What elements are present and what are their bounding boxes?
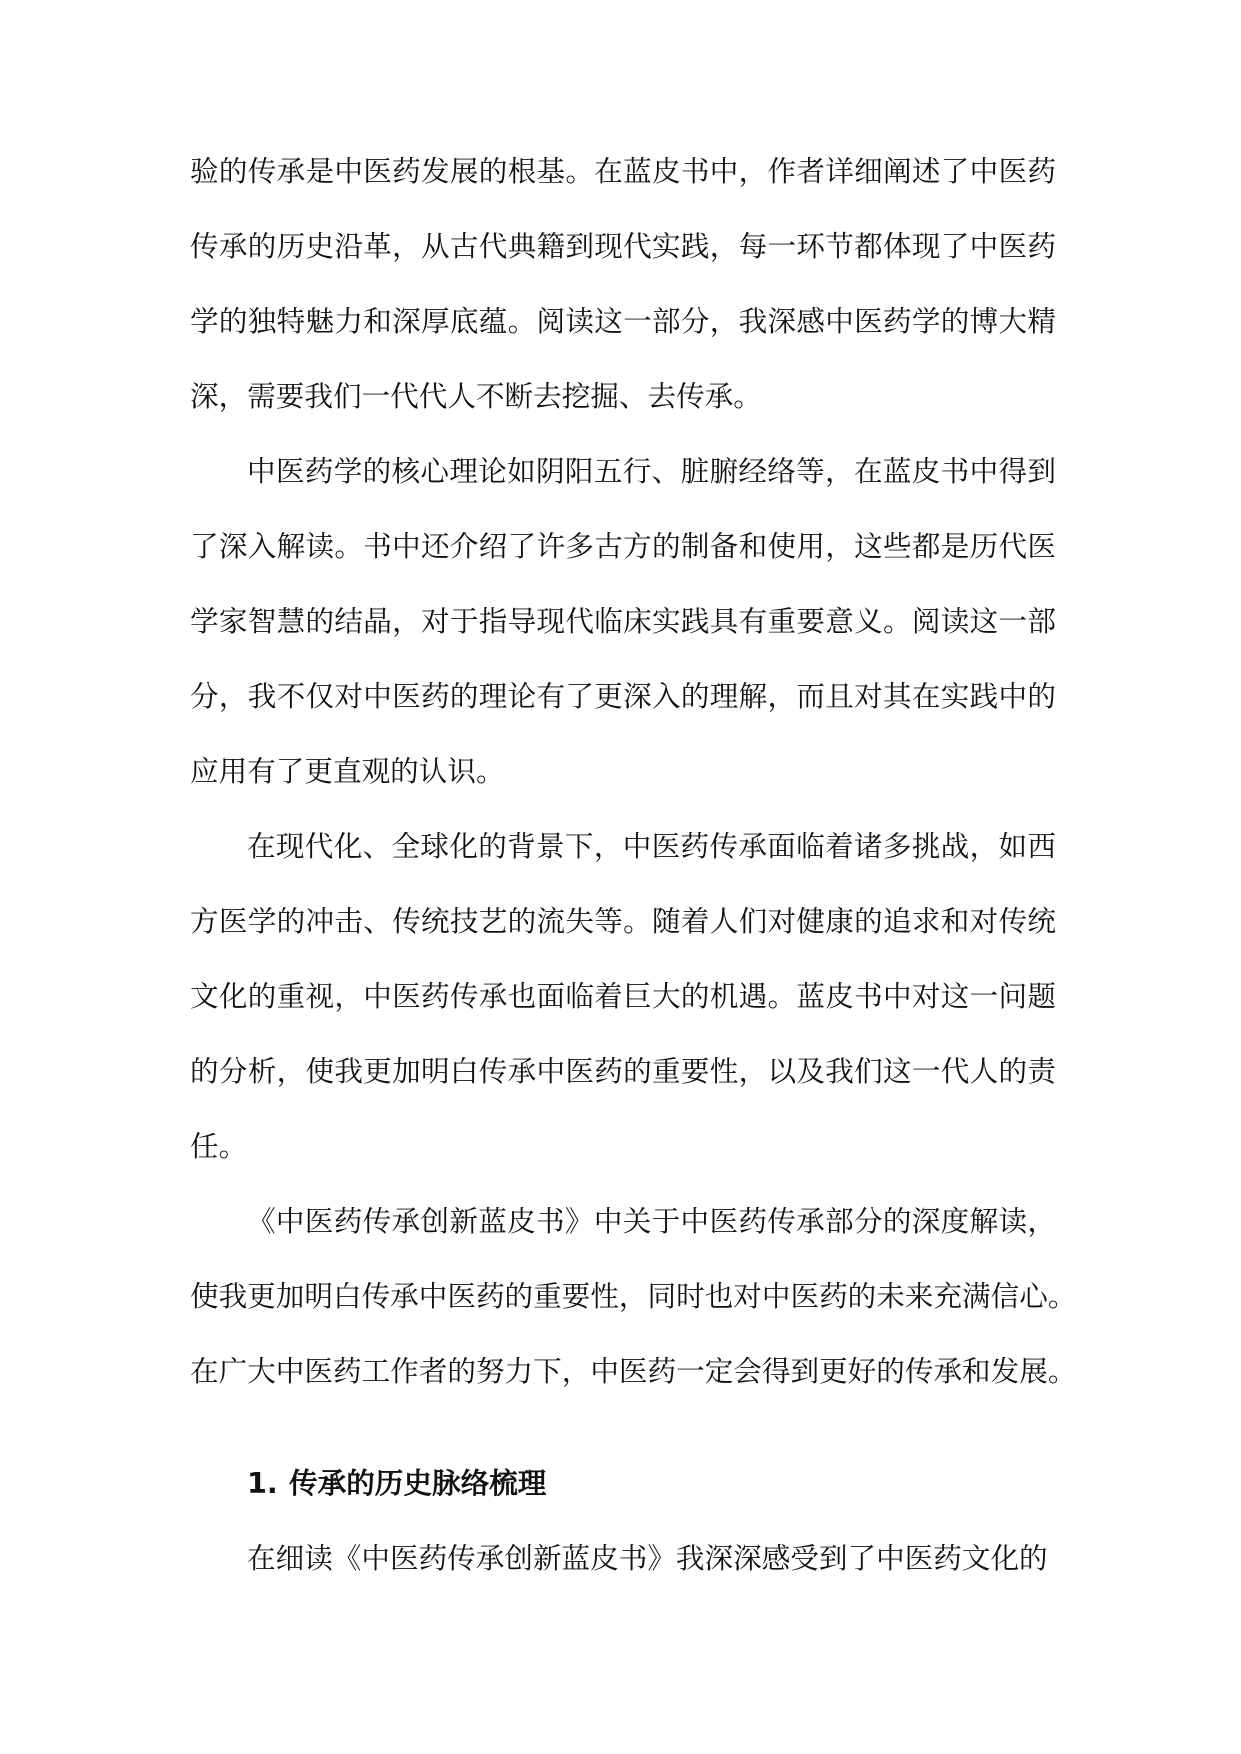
- text-line: 方医学的冲击、传统技艺的流失等。随着人们对健康的追求和对传统: [190, 904, 1056, 938]
- text-line: 深，需要我们一代代人不断去挖掘、去传承。: [190, 379, 762, 413]
- text-line: 了深入解读。书中还介绍了许多古方的制备和使用，这些都是历代医: [190, 529, 1056, 563]
- text-line: 验的传承是中医药发展的根基。在蓝皮书中，作者详细阐述了中医药: [190, 154, 1056, 188]
- text-line: 在细读《中医药传承创新蓝皮书》我深深感受到了中医药文化的: [247, 1541, 1048, 1575]
- text-line: 学家智慧的结晶，对于指导现代临床实践具有重要意义。阅读这一部: [190, 604, 1056, 638]
- text-line: 分，我不仅对中医药的理论有了更深入的理解，而且对其在实践中的: [190, 679, 1056, 713]
- document-page: [190, 134, 1077, 1596]
- text-line: 使我更加明白传承中医药的重要性，同时也对中医药的未来充满信心。: [190, 1279, 1077, 1313]
- paragraph: [190, 809, 1056, 1184]
- text-line: 中医药学的核心理论如阴阳五行、脏腑经络等，在蓝皮书中得到: [247, 454, 1056, 488]
- text-line: 任。: [190, 1129, 248, 1163]
- text-line: 的分析，使我更加明白传承中医药的重要性，以及我们这一代人的责: [190, 1054, 1056, 1088]
- paragraph: [190, 1521, 1056, 1596]
- text-line: 文化的重视，中医药传承也面临着巨大的机遇。蓝皮书中对这一问题: [190, 979, 1056, 1013]
- section-heading: [190, 1446, 1056, 1521]
- spacer: [190, 1409, 1056, 1446]
- section-number: 1.: [247, 1466, 278, 1500]
- paragraph: [190, 134, 1056, 434]
- paragraph: [190, 434, 1056, 809]
- text-line: 学的独特魅力和深厚底蕴。阅读这一部分，我深感中医药学的博大精: [190, 304, 1056, 338]
- text-line: 传承的历史沿革，从古代典籍到现代实践，每一环节都体现了中医药: [190, 229, 1056, 263]
- text-line: 在广大中医药工作者的努力下，中医药一定会得到更好的传承和发展。: [190, 1354, 1077, 1388]
- text-line: 应用有了更直观的认识。: [190, 754, 505, 788]
- text-line: 在现代化、全球化的背景下，中医药传承面临着诸多挑战，如西: [247, 829, 1056, 863]
- section-title: 传承的历史脉络梳理: [289, 1466, 547, 1500]
- paragraph: [190, 1184, 1077, 1409]
- text-line: 《中医药传承创新蓝皮书》中关于中医药传承部分的深度解读，: [247, 1204, 1056, 1238]
